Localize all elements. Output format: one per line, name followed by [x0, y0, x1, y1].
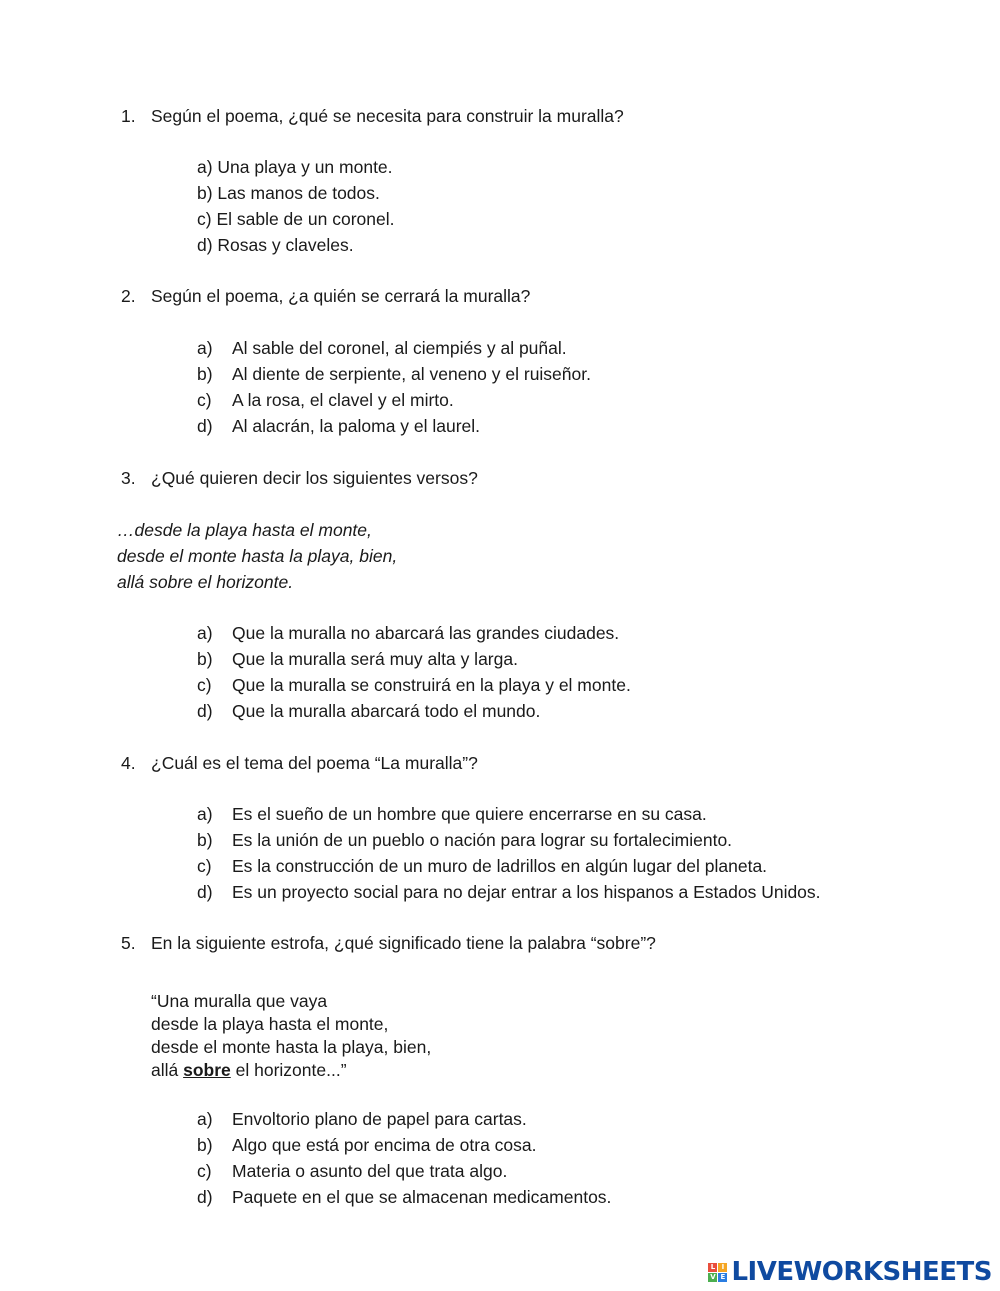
stanza-line: “Una muralla que vaya: [151, 991, 328, 1011]
option-letter: c): [197, 856, 212, 876]
verse-line: …desde la playa hasta el monte,: [117, 520, 372, 540]
question-5-option-a[interactable]: [197, 1106, 611, 1132]
question-1-number: 1.: [121, 106, 136, 126]
question-4-option-c[interactable]: [197, 853, 821, 879]
option-letter: a): [197, 623, 213, 643]
question-1-option-b[interactable]: b) Las manos de todos.: [197, 183, 380, 203]
question-3-verses: [117, 517, 397, 595]
question-4-option-d[interactable]: [197, 879, 821, 905]
option-letter: a): [197, 1109, 213, 1129]
question-1: [121, 103, 624, 129]
question-1-text: Según el poema, ¿qué se necesita para construir la muralla?: [151, 106, 624, 126]
highlighted-word: sobre: [183, 1060, 231, 1080]
logo-block-v: V: [710, 1272, 716, 1281]
question-4-options: [197, 801, 821, 905]
logo-block-i: I: [718, 1263, 727, 1272]
option-text: Que la muralla abarcará todo el mundo.: [232, 701, 541, 721]
option-text: Es la unión de un pueblo o nación para lograr su fortalecimiento.: [232, 830, 733, 850]
option-text: Es la construcción de un muro de ladrillos en algún lugar del planeta.: [232, 856, 768, 876]
option-letter: c): [197, 1161, 212, 1181]
question-2-text: Según el poema, ¿a quién se cerrará la muralla?: [151, 286, 531, 306]
stanza-text: allá: [151, 1060, 184, 1080]
question-5-stanza: [151, 990, 431, 1082]
option-text: Al diente de serpiente, al veneno y el ruiseñor.: [232, 364, 591, 384]
question-5-number: 5.: [121, 933, 136, 953]
option-letter: d): [197, 701, 213, 721]
option-text: Algo que está por encima de otra cosa.: [232, 1135, 537, 1155]
question-2-option-a[interactable]: [197, 335, 591, 361]
question-3-option-d[interactable]: [197, 698, 631, 724]
question-1-option-a[interactable]: a) Una playa y un monte.: [197, 157, 393, 177]
option-text: Es un proyecto social para no dejar entrar a los hispanos a Estados Unidos.: [232, 882, 821, 902]
question-2-option-b[interactable]: [197, 361, 591, 387]
option-letter: b): [197, 1135, 213, 1155]
question-3-text: ¿Qué quieren decir los siguientes versos?: [151, 468, 478, 488]
option-text: Envoltorio plano de papel para cartas.: [232, 1109, 527, 1129]
question-2-options: [197, 335, 591, 439]
question-4: [121, 750, 478, 776]
question-3-number: 3.: [121, 468, 136, 488]
logo-blocks-icon: [708, 1263, 727, 1282]
option-text: Que la muralla no abarcará las grandes ciudades.: [232, 623, 620, 643]
logo-text: LIVEWORKSHEETS: [731, 1257, 992, 1287]
option-letter: c): [197, 390, 212, 410]
option-letter: d): [197, 882, 213, 902]
question-5-text: En la siguiente estrofa, ¿qué significado tiene la palabra “sobre”?: [151, 933, 656, 953]
question-3-option-a[interactable]: [197, 620, 631, 646]
question-1-option-c[interactable]: c) El sable de un coronel.: [197, 209, 395, 229]
option-text: Al alacrán, la paloma y el laurel.: [232, 416, 481, 436]
option-letter: a): [197, 338, 213, 358]
question-4-option-b[interactable]: [197, 827, 821, 853]
question-2-option-c[interactable]: [197, 387, 591, 413]
question-5-option-c[interactable]: [197, 1158, 611, 1184]
stanza-line: [151, 1059, 431, 1082]
logo-block-l: L: [708, 1263, 717, 1272]
question-4-text: ¿Cuál es el tema del poema “La muralla”?: [151, 753, 478, 773]
question-2: [121, 283, 530, 309]
liveworksheets-logo[interactable]: [708, 1255, 992, 1289]
option-text: Al sable del coronel, al ciempiés y al puñal.: [232, 338, 567, 358]
option-letter: b): [197, 649, 213, 669]
option-letter: c): [197, 675, 212, 695]
verse-line: allá sobre el horizonte.: [117, 572, 294, 592]
question-5-option-b[interactable]: [197, 1132, 611, 1158]
option-text: Es el sueño de un hombre que quiere encerrarse en su casa.: [232, 804, 707, 824]
question-4-number: 4.: [121, 753, 136, 773]
question-3-option-c[interactable]: [197, 672, 631, 698]
question-3-option-b[interactable]: [197, 646, 631, 672]
option-text: Paquete en el que se almacenan medicamentos.: [232, 1187, 612, 1207]
stanza-text: el horizonte...”: [230, 1060, 347, 1080]
stanza-line: desde la playa hasta el monte,: [151, 1014, 389, 1034]
option-text: Materia o asunto del que trata algo.: [232, 1161, 508, 1181]
option-text: Que la muralla será muy alta y larga.: [232, 649, 518, 669]
question-5-option-d[interactable]: [197, 1184, 611, 1210]
option-letter: d): [197, 1187, 213, 1207]
option-letter: b): [197, 364, 213, 384]
stanza-line: desde el monte hasta la playa, bien,: [151, 1037, 432, 1057]
question-2-option-d[interactable]: [197, 413, 591, 439]
option-letter: d): [197, 416, 213, 436]
verse-line: desde el monte hasta la playa, bien,: [117, 546, 398, 566]
question-1-options: [197, 154, 394, 258]
question-2-number: 2.: [121, 286, 136, 306]
option-letter: a): [197, 804, 213, 824]
question-5-options: [197, 1106, 611, 1210]
option-letter: b): [197, 830, 213, 850]
question-3: [121, 465, 478, 491]
option-text: A la rosa, el clavel y el mirto.: [232, 390, 454, 410]
question-5: [121, 930, 656, 956]
logo-block-e: E: [718, 1273, 727, 1282]
option-text: Que la muralla se construirá en la playa y el monte.: [232, 675, 631, 695]
question-1-option-d[interactable]: d) Rosas y claveles.: [197, 235, 354, 255]
question-4-option-a[interactable]: [197, 801, 821, 827]
question-3-options: [197, 620, 631, 724]
